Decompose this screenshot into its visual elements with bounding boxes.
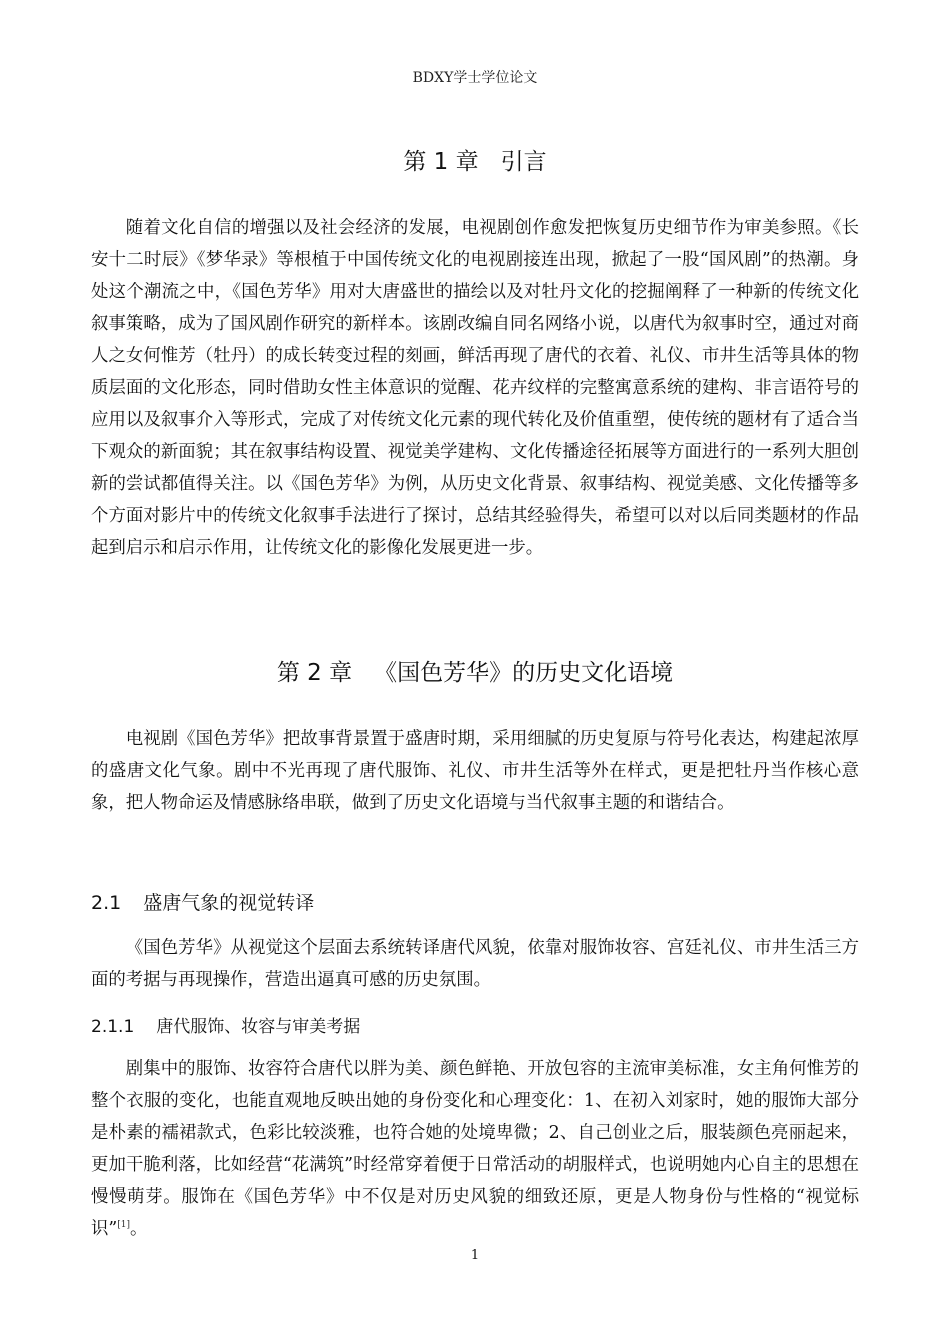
section-2-1-number: 2.1: [91, 892, 122, 914]
chapter-1-number: 第 1 章: [403, 149, 479, 175]
chapter-2-title: 《国色芳华》的历史文化语境: [374, 660, 674, 686]
section-2-1-heading: [91, 889, 314, 917]
citation-marker[interactable]: [1]: [117, 1220, 131, 1231]
chapter-2-paragraph: 电视剧《国色芳华》把故事背景置于盛唐时期，采用细腻的历史复原与符号化表达，构建起浓厚的盛唐文化气象。剧中不光再现了唐代服饰、礼仪、市井生活等外在样式，更是把牡丹当作核心意象，把人物命运及情感脉络串联，做到了历史文化语境与当代叙事主题的和谐结合。: [91, 729, 859, 813]
section-2-1-1-number: 2.1.1: [91, 1017, 135, 1037]
chapter-1-heading: [0, 146, 950, 178]
section-2-1-1-title: 唐代服饰、妆容与审美考据: [156, 1017, 361, 1037]
section-2-1-1-heading: [91, 1014, 360, 1040]
section-2-1-title: 盛唐气象的视觉转译: [143, 892, 315, 914]
section-2-1-1-paragraph: [91, 1053, 859, 1245]
chapter-1-title: 引言: [500, 149, 547, 175]
chapter-2-heading: [0, 657, 950, 689]
section-2-1-1-text: 剧集中的服饰、妆容符合唐代以胖为美、颜色鲜艳、开放包容的主流审美标准，女主角何惟芳的整个衣服的变化，也能直观地反映出她的身份变化和心理变化：1、在初入刘家时，她的服饰大部分是朴素的襦裙款式，色彩比较淡雅，也符合她的处境卑微；2、自己创业之后，服装颜色亮丽起来，更加干脆利落，比如经营“花满筑”时经常穿着便于日常活动的胡服样式，也说明她内心自主的思想在慢慢萌芽。服饰在《国色芳华》中不仅是对历史风貌的细致还原，更是人物身份与性格的“视觉标识”: [91, 1059, 859, 1239]
page-number: 1: [470, 1248, 480, 1263]
section-2-1-paragraph: 《国色芳华》从视觉这个层面去系统转译唐代风貌，依靠对服饰妆容、宫廷礼仪、市井生活三方面的考据与再现操作，营造出逼真可感的历史氛围。: [91, 938, 859, 990]
chapter-2-number: 第 2 章: [276, 660, 353, 686]
running-header: BDXY学士学位论文: [412, 70, 538, 86]
chapter-1-paragraph: 随着文化自信的增强以及社会经济的发展，电视剧创作愈发把恢复历史细节作为审美参照。《长安十二时辰》《梦华录》等根植于中国传统文化的电视剧接连出现，掀起了一股“国风剧”的热潮。身处这个潮流之中，《国色芳华》用对大唐盛世的描绘以及对牡丹文化的挖掘阐释了一种新的传统文化叙事策略，成为了国风剧作研究的新样本。该剧改编自同名网络小说，以唐代为叙事时空，通过对商人之女何惟芳（牡丹）的成长转变过程的刻画，鲜活再现了唐代的衣着、礼仪、市井生活等具体的物质层面的文化形态，同时借助女性主体意识的觉醒、花卉纹样的完整寓意系统的建构、非言语符号的应用以及叙事介入等形式，完成了对传统文化元素的现代转化及价值重塑，使传统的题材有了适合当下观众的新面貌；其在叙事结构设置、视觉美学建构、文化传播途径拓展等方面进行的一系列大胆创新的尝试都值得关注。以《国色芳华》为例，从历史文化背景、叙事结构、视觉美感、文化传播等多个方面对影片中的传统文化叙事手法进行了探讨，总结其经验得失，希望可以对以后同类题材的作品起到启示和启示作用，让传统文化的影像化发展更进一步。: [91, 218, 859, 558]
section-2-1-1-text-end: 。: [130, 1219, 148, 1239]
